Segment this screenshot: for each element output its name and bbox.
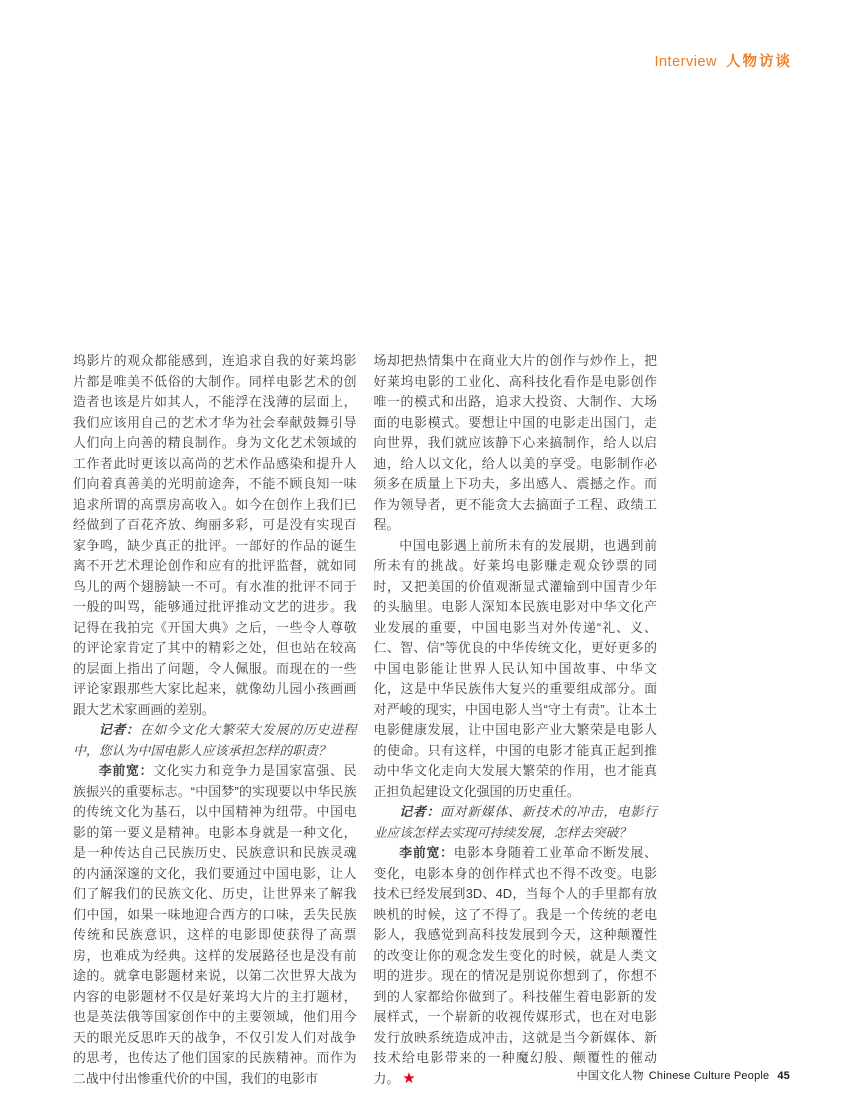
paragraph-text: 在如今文化大繁荣大发展的历史进程中，您认为中国电影人应该承担怎样的职责？ — [73, 722, 357, 758]
interviewee-answer — [374, 843, 658, 1089]
body-paragraph — [374, 536, 658, 803]
article-end-star-icon: ★ — [402, 1069, 416, 1087]
body-paragraph — [374, 351, 658, 536]
paragraph-text: 中国电影遇上前所未有的发展期，也遇到前所未有的挑战。好莱坞电影赚走观众钞票的同时，又把美国的价值观渐显式灌输到中国青少年的头脑里。电影人深知本民族电影对中华文化产业发展的重要，中国电影当对外传递“礼、义、仁、智、信”等优良的中华传统文化，更好更多的中国电影能让世界人民认知中国故事、中华文化，这是中华民族伟大复兴的重要组成部分。面对严峻的现实，中国电影人当“守土有责”。让本土电影健康发展，让中国电影产业大繁荣是电影人的使命。只有这样，中国的电影才能真正起到推动中华文化走向大发展大繁荣的作用，也才能真正担负起建设文化强国的历史重任。 — [373, 537, 657, 799]
footer-page-number: 45 — [777, 1070, 790, 1082]
paragraph-text: 面对新媒体、新技术的冲击，电影行业应该怎样去实现可持续发展，怎样去突破？ — [373, 804, 658, 840]
paragraph-text: 文化实力和竞争力是国家富强、民族振兴的重要标志。“中国梦”的实现要以中华民族的传统文化为基石，以中国精神为纽带。中国电影的第一要义是精神。电影本身就是一种文化，是一种传达自己民族历史、民族意识和民族灵魂的内涵深邃的文化，我们要通过中国电影，让人们了解我们的民族文化、历史，让世界来了解我们中国，如果一味地迎合西方的口味，丢失民族传统和民族意识，这样的电影即使获得了高票房，也难成为经典。这样的发展路径也是没有前途的。就拿电影题材来说，以第二次世界大战为内容的电影题材不仅是好莱坞大片的主打题材，也是英法俄等国家创作中的主要领域，他们用今天的眼光反思昨天的战争，不仅引发人们对战争的思考，也传达了他们国家的民族精神。而作为二战中付出惨重代价的中国，我们的电影市 — [73, 763, 357, 1086]
section-header-english: Interview — [654, 54, 717, 70]
article-column-left — [73, 351, 357, 1089]
paragraph-text: 坞影片的观众都能感到，连追求自我的好莱坞影片都是唯美不低俗的大制作。同样电影艺术的创造者也该是片如其人，不能浮在浅薄的层面上，我们应该用自己的艺术才华为社会奉献鼓舞引导人们向上向善的精良制作。身为文化艺术领域的工作者此时更该以高尚的艺术作品感染和提升人们向着真善美的光明前途奔，不能不顾良知一味追求所谓的高票房高收入。如今在创作上我们已经做到了百花齐放、绚丽多彩，可是没有实现百家争鸣，缺少真正的批评。一部好的作品的诞生离不开艺术理论创作和应有的批评监督，就如同鸟儿的两个翅膀缺一不可。有水准的批评不同于一般的叫骂，能够通过批评推动文艺的进步。我记得在我拍完《开国大典》之后，一些令人尊敬的评论家肯定了其中的精彩之处，但也站在较高的层面上指出了问题，令人佩服。而现在的一些评论家跟那些大家比起来，就像幼儿园小孩画画跟大艺术家画画的差别。 — [73, 353, 357, 717]
page-footer — [577, 1067, 790, 1083]
article-body — [73, 351, 657, 1089]
body-paragraph — [73, 351, 357, 720]
interviewer-question — [73, 720, 357, 761]
footer-journal-name-english: Chinese Culture People — [648, 1070, 770, 1082]
speaker-label: 记者： — [399, 804, 441, 819]
speaker-label: 李前宽： — [399, 845, 454, 860]
interviewer-question — [374, 802, 658, 843]
interviewee-answer — [73, 761, 357, 1089]
paragraph-text: 电影本身随着工业革命不断发展、变化，电影本身的创作样式也不得不改变。电影技术已经发展到3D、4D，当每个人的手里都有放映机的时候，这了不得了。我是一个传统的老电影人，我感觉到高科技发展到今天，这种颠覆性的改变让你的观念发生变化的时候，就是人类文明的进步。现在的情况是别说你想到了，你想不到的人家都给你做到了。科技催生着电影新的发展样式，一个崭新的收视传媒形式，也在对电影发行放映系统造成冲击，这就是当今新媒体、新技术给电影带来的一种魔幻般、颠覆性的催动力。 — [373, 845, 658, 1086]
speaker-label: 李前宽： — [98, 763, 154, 778]
section-header — [654, 50, 792, 71]
footer-journal-name-chinese: 中国文化人物 — [576, 1070, 644, 1082]
speaker-label: 记者： — [98, 722, 140, 737]
article-column-right — [374, 351, 658, 1089]
paragraph-text: 场却把热情集中在商业大片的创作与炒作上，把好莱坞电影的工业化、高科技化看作是电影创作唯一的模式和出路，追求大投资、大制作、大场面的电影模式。要想让中国的电影走出国门，走向世界，我们就应该静下心来搞制作，给人以启迪，给人以文化，给人以美的享受。电影制作必须多在质量上下功夫，多出感人、震撼之作。而作为领导者，更不能贪大去搞面子工程、政绩工程。 — [373, 353, 657, 532]
section-header-chinese: 人物访谈 — [726, 54, 792, 70]
